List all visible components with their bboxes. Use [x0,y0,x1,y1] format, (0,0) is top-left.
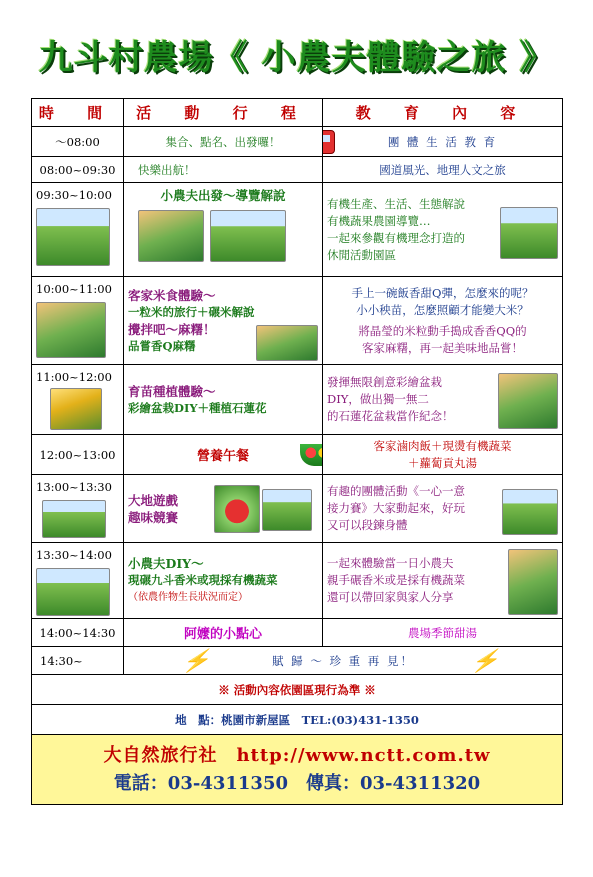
farewell-text: 賦 歸 ～ 珍 重 再 見！ [272,653,414,668]
time-cell: 08:00~09:30 [32,157,124,183]
activity-line: 客家米食體驗～ [128,287,216,303]
activity-line: 趣味競賽 [128,509,179,525]
table-row [32,157,563,183]
education-line: 又可以段鍊身體 [327,518,408,532]
lunch-basket-icon [300,444,323,466]
education-cell [323,475,563,543]
activity-cell [124,365,323,435]
time-cell [32,475,124,543]
education-text: 團 體 生 活 教 育 [387,134,498,149]
activity-cell: 快樂出航！ [124,157,323,183]
address-text: 地 點：桃園市新屋區 TEL:(03)431-1350 [32,705,563,735]
notice-text: ※ 活動內容依園區現行為準 ※ [32,675,563,705]
activity-cell: 阿嬤的小點心 [124,619,323,647]
time-cell: 14:30~ [32,647,124,675]
education-line: 接力賽》大家動起來，好玩 [327,501,465,515]
agency-cell [32,735,563,805]
agency-row [32,735,563,805]
education-cell [323,183,563,277]
time-cell: 12:00~13:00 [32,435,124,475]
table-row [32,435,563,475]
field-photo [500,207,558,259]
education-line: 手上一碗飯香甜Q彈，怎麼來的呢？ [351,285,534,300]
agency-name-url: 大自然旅行社 http://www.nctt.com.tw [103,744,491,766]
education-cell: 國道風光、地理人文之旅 [323,157,563,183]
activity-note: （依農作物生長狀況而定） [128,592,248,603]
education-line: 的石蓮花盆栽當作紀念！ [327,409,454,423]
garden-photo [210,210,286,262]
activity-cell [124,277,323,365]
education-line: 客家滷肉飯＋現燙有機蔬菜 [373,438,512,453]
education-line: 有機生產、生活、生態解說 [327,196,465,211]
education-cell [323,365,563,435]
page-title: 九斗村農場《 小農夫體驗之旅 》 [38,38,555,78]
activity-line: 彩繪盆栽DIY＋種植石蓮花 [128,400,267,415]
header-activity: 活 動 行 程 [124,99,323,127]
education-line: 客家麻糬，再一起美味地品嘗！ [362,340,523,355]
table-row [32,127,563,157]
time-text: 13:30~14:00 [36,548,112,562]
rice-photo [36,302,106,358]
tour-photo [138,210,204,262]
education-line: 一起來參觀有機理念打造的 [327,230,465,245]
activity-text: 小農夫出發～導覽解說 [160,188,286,203]
team-photo [502,489,558,535]
farm-photo [36,208,110,266]
agency-phone-fax: 電話：03-4311350 傳真：03-4311320 [113,772,481,794]
education-line: 親手碾香米或是採有機蔬菜 [327,573,465,587]
activity-cell [124,435,323,475]
time-cell [32,365,124,435]
activity-line: 大地遊戲 [128,492,179,508]
activity-line: 品嘗香Q麻糬 [128,338,196,353]
activity-text: 集合、點名、出發囉！ [165,134,281,149]
table-row [32,619,563,647]
education-line: 將晶瑩的米粒動手搗成香香QQ的 [358,323,527,338]
activity-cell [124,183,323,277]
education-cell [323,435,563,475]
lightning-icon: ⚡ [179,648,219,674]
education-line: 有趣的團體活動《一心一意 [327,484,465,498]
time-text: 13:00~13:30 [36,480,112,494]
activity-cell [124,475,323,543]
notice-row [32,675,563,705]
education-line: 還可以帶回家與家人分享 [327,590,454,604]
pots-photo [50,388,102,430]
mochi-photo [256,325,318,361]
activity-cell [124,543,323,619]
education-line: 一起來體驗當一日小農夫 [327,556,454,570]
time-text: 09:30~10:00 [36,188,112,202]
bus-icon [323,130,336,154]
lightning-icon: ⚡ [467,648,507,674]
activity-line: 攪拌吧～麻糬！ [128,321,216,337]
activity-line: 育苗種植體驗～ [128,383,216,399]
header-education: 教 育 內 容 [323,99,563,127]
activity-line: 小農夫DIY～ [128,556,204,571]
table-row [32,647,563,675]
education-cell: 農場季節甜湯 [323,619,563,647]
table-row [32,277,563,365]
time-cell [32,543,124,619]
table-row [32,475,563,543]
time-cell: ～08:00 [32,127,124,157]
header-time: 時 間 [32,99,124,127]
education-line: 有機蔬果農園導覽… [327,213,431,228]
education-line: 小小秧苗，怎麼照顧才能變大米？ [356,302,529,317]
group-photo [508,549,558,615]
education-cell [323,277,563,365]
time-text: 10:00~11:00 [36,282,112,296]
table-row [32,183,563,277]
schedule-table [31,98,563,805]
time-cell [32,277,124,365]
address-row [32,705,563,735]
table-row [32,365,563,435]
table-header-row [32,99,563,127]
education-line: ＋蘿蔔貢丸湯 [408,455,477,470]
games-photo [42,500,106,538]
time-cell: 14:00~14:30 [32,619,124,647]
relay-photo [262,489,312,531]
education-line: DIY，做出獨一無二 [327,392,429,406]
painting-photo [498,373,558,429]
time-text: 11:00~12:00 [36,370,112,384]
farewell-cell [124,647,563,675]
education-line: 休閒活動園區 [327,247,396,262]
activity-line: 一粒米的旅行＋碾米解說 [128,304,255,319]
time-cell [32,183,124,277]
activity-line: 現碾九斗香米或現採有機蔬菜 [128,573,278,587]
dome-photo [214,485,260,533]
activity-text: 營養午餐 [196,449,249,464]
education-cell [323,127,563,157]
table-row [32,543,563,619]
activity-cell [124,127,323,157]
harvest-photo [36,568,110,616]
education-line: 發揮無限創意彩繪盆栽 [327,375,442,389]
education-cell [323,543,563,619]
